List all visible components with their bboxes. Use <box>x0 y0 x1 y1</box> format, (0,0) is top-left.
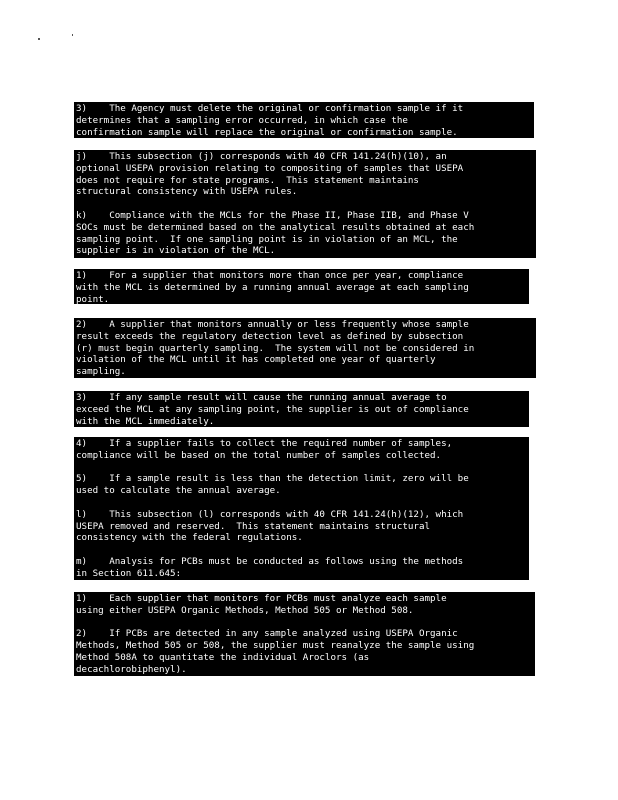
text-line: optional USEPA provision relating to compositing of samples that USEPA <box>76 162 464 174</box>
text-line: k) Compliance with the MCLs for the Phase II, Phase IIB, and Phase V <box>76 209 469 221</box>
scan-speck <box>72 34 73 36</box>
text-line: 3) If any sample result will cause the running annual average to <box>76 392 447 403</box>
text-line: (r) must begin quarterly sampling. The system will not be considered in <box>76 342 475 354</box>
paragraph-block-k4-m <box>74 437 529 580</box>
text-line: j) This subsection (j) corresponds with 40 CFR 141.24(h)(10), an <box>76 151 447 162</box>
text-line: consistency with the federal regulations. <box>76 532 303 544</box>
text-line: 5) If a sample result is less than the detection limit, zero will be <box>76 473 469 485</box>
text-line: in Section 611.645: <box>76 567 182 579</box>
paragraph-block-k3 <box>74 391 529 427</box>
text-line: supplier is in violation of the MCL. <box>76 245 276 257</box>
text-line: exceed the MCL at any sampling point, the supplier is out of compliance <box>76 403 469 415</box>
text-line: determines that a sampling error occurred, in which case the <box>76 114 408 126</box>
text-line: l) This subsection (l) corresponds with 40 CFR 141.24(h)(12), which <box>76 508 464 520</box>
text-line: SOCs must be determined based on the analytical results obtained at each <box>76 221 475 233</box>
text-line <box>76 497 529 509</box>
text-line: 1) Each supplier that monitors for PCBs must analyze each sample <box>76 593 447 604</box>
paragraph-block-k1 <box>74 269 529 304</box>
text-line: 2) If PCBs are detected in any sample analyzed using USEPA Organic <box>76 628 458 640</box>
text-line: Method 508A to quantitate the individual Aroclors (as <box>76 651 370 663</box>
text-line: confirmation sample will replace the original or confirmation sample. <box>76 126 458 138</box>
text-line: decachlorobiphenyl). <box>76 663 187 675</box>
text-line: compliance will be based on the total number of samples collected. <box>76 449 442 461</box>
paragraph-block-j-k <box>74 150 536 258</box>
text-line: USEPA removed and reserved. This statement maintains structural <box>76 520 431 532</box>
paragraph-block-k2 <box>74 318 536 378</box>
text-line: sampling. <box>76 366 126 378</box>
text-line: point. <box>76 293 110 304</box>
text-line: 2) A supplier that monitors annually or less frequently whose sample <box>76 319 469 330</box>
text-line <box>76 198 536 210</box>
text-line: 3) The Agency must delete the original or confirmation sample if it <box>76 103 464 114</box>
text-line <box>76 617 535 629</box>
text-line: structural consistency with USEPA rules. <box>76 186 298 198</box>
text-line: with the MCL immediately. <box>76 415 215 427</box>
text-line: with the MCL is determined by a running annual average at each sampling <box>76 281 469 293</box>
text-line: result exceeds the regulatory detection level as defined by subsection <box>76 330 464 342</box>
paragraph-block-m1-m2 <box>74 592 535 676</box>
text-line: using either USEPA Organic Methods, Method 505 or Method 508. <box>76 604 414 616</box>
text-line <box>76 462 529 474</box>
text-line: does not require for state programs. This statement maintains <box>76 174 419 186</box>
text-line: m) Analysis for PCBs must be conducted as follows using the methods <box>76 555 464 567</box>
paragraph-block-i3 <box>74 102 534 138</box>
text-line: sampling point. If one sampling point is in violation of an MCL, the <box>76 233 458 245</box>
text-line: used to calculate the annual average. <box>76 485 281 497</box>
text-line: 4) If a supplier fails to collect the required number of samples, <box>76 438 453 449</box>
text-line: Methods, Method 505 or 508, the supplier must reanalyze the sample using <box>76 640 475 652</box>
text-line: 1) For a supplier that monitors more than once per year, compliance <box>76 270 464 281</box>
text-line: violation of the MCL until it has completed one year of quarterly <box>76 354 436 366</box>
text-line <box>76 544 529 556</box>
scan-speck <box>38 38 40 40</box>
